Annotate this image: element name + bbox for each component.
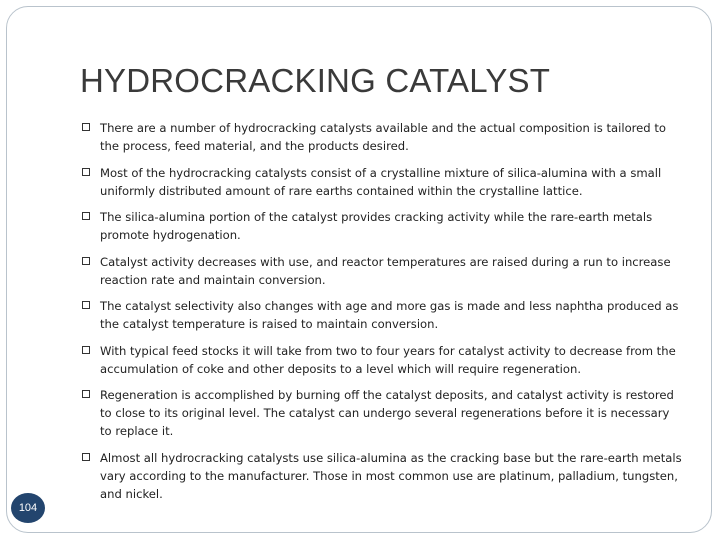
square-bullet-icon (82, 212, 90, 220)
bullet-item (82, 449, 682, 503)
bullet-list (82, 119, 682, 511)
bullet-item (82, 208, 682, 244)
square-bullet-icon (82, 168, 90, 176)
square-bullet-icon (82, 301, 90, 309)
bullet-item (82, 297, 682, 333)
bullet-item (82, 119, 682, 155)
bullet-text: Most of the hydrocracking catalysts consist of a crystalline mixture of silica-alumina with a small uniformly distributed amount of rare earths contained within the crystalline lattice. (100, 165, 662, 198)
bullet-item (82, 253, 682, 289)
bullet-text: There are a number of hydrocracking catalysts available and the actual composition is tailored to the process, feed material, and the products desired. (100, 121, 666, 153)
bullet-text: Almost all hydrocracking catalysts use silica-alumina as the cracking base but the rare-earth metals vary according to the manufacturer. Those in most common use are platinum, palladium, tungsten, and nickel. (100, 450, 682, 501)
bullet-text: The catalyst selectivity also changes with age and more gas is made and less naphtha produced as the catalyst temperature is raised to maintain conversion. (100, 299, 679, 331)
square-bullet-icon (82, 257, 90, 265)
bullet-text: With typical feed stocks it will take from two to four years for catalyst activity to decrease from the accumulation of coke and other deposits to a level which will require regeneration. (100, 343, 676, 376)
bullet-text: The silica-alumina portion of the catalyst provides cracking activity while the rare-earth metals promote hydrogenation. (100, 210, 653, 242)
bullet-item (82, 164, 682, 200)
square-bullet-icon (82, 390, 90, 398)
square-bullet-icon (82, 453, 90, 461)
bullet-text: Regeneration is accomplished by burning off the catalyst deposits, and catalyst activity is restored to close to its original level. The catalyst can undergo several regenerations before it is necessary to replace it. (100, 388, 674, 438)
slide-title: HYDROCRACKING CATALYST (80, 62, 551, 99)
page-number-badge: 104 (11, 493, 45, 523)
bullet-item (82, 386, 682, 440)
bullet-text: Catalyst activity decreases with use, and reactor temperatures are raised during a run to increase reaction rate and maintain conversion. (100, 254, 671, 287)
square-bullet-icon (82, 346, 90, 354)
square-bullet-icon (82, 123, 90, 131)
bullet-item (82, 342, 682, 378)
